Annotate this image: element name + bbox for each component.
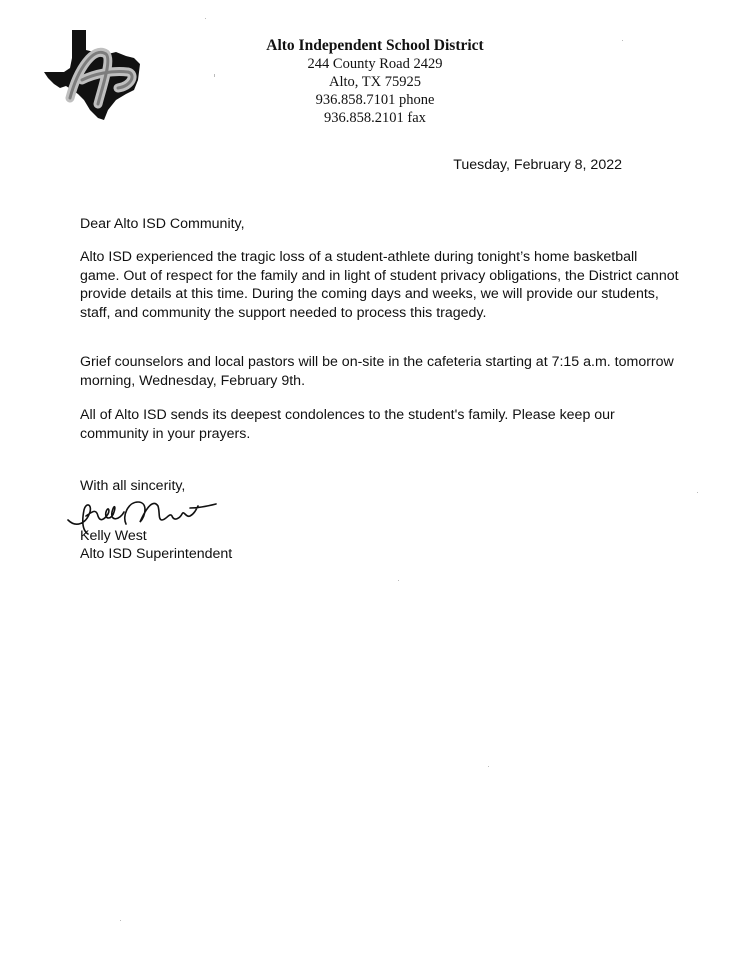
signer-title: Alto ISD Superintendent <box>80 546 233 562</box>
scan-speck <box>120 920 121 921</box>
scan-speck <box>398 580 399 581</box>
letter-paragraph: Grief counselors and local pastors will be on-site in the cafeteria starting at 7:15 a.m. tomorrow morning, Wednesday, February 9th. <box>80 354 674 389</box>
district-name: Alto Independent School District <box>266 37 484 54</box>
scan-speck <box>214 74 215 77</box>
district-fax: 936.858.2101 fax <box>324 110 426 126</box>
district-address: 244 County Road 2429 <box>307 56 443 72</box>
letter-closing: With all sincerity, <box>80 478 186 494</box>
texas-state-logo-icon <box>42 28 142 120</box>
letterhead <box>230 36 520 127</box>
scan-speck <box>488 766 489 767</box>
district-phone: 936.858.7101 phone <box>315 92 435 108</box>
scan-speck <box>622 40 623 41</box>
district-city: Alto, TX 75925 <box>329 74 421 90</box>
letter-date: Tuesday, February 8, 2022 <box>453 157 622 173</box>
signer-name: Kelly West <box>80 528 147 544</box>
letter-greeting: Dear Alto ISD Community, <box>80 216 245 232</box>
scan-speck <box>205 18 206 19</box>
scan-speck <box>697 492 698 493</box>
letter-paragraph: Alto ISD experienced the tragic loss of a student-athlete during tonight’s home basketball game. Out of respect for the family and in light of student privacy obligations, the District cannot provide details at this time. During the coming days and weeks, we will provide our students, staff, and community the support needed to process this tragedy. <box>80 249 679 321</box>
letter-paragraph: All of Alto ISD sends its deepest condolences to the student's family. Please keep our community in your prayers. <box>80 407 615 442</box>
